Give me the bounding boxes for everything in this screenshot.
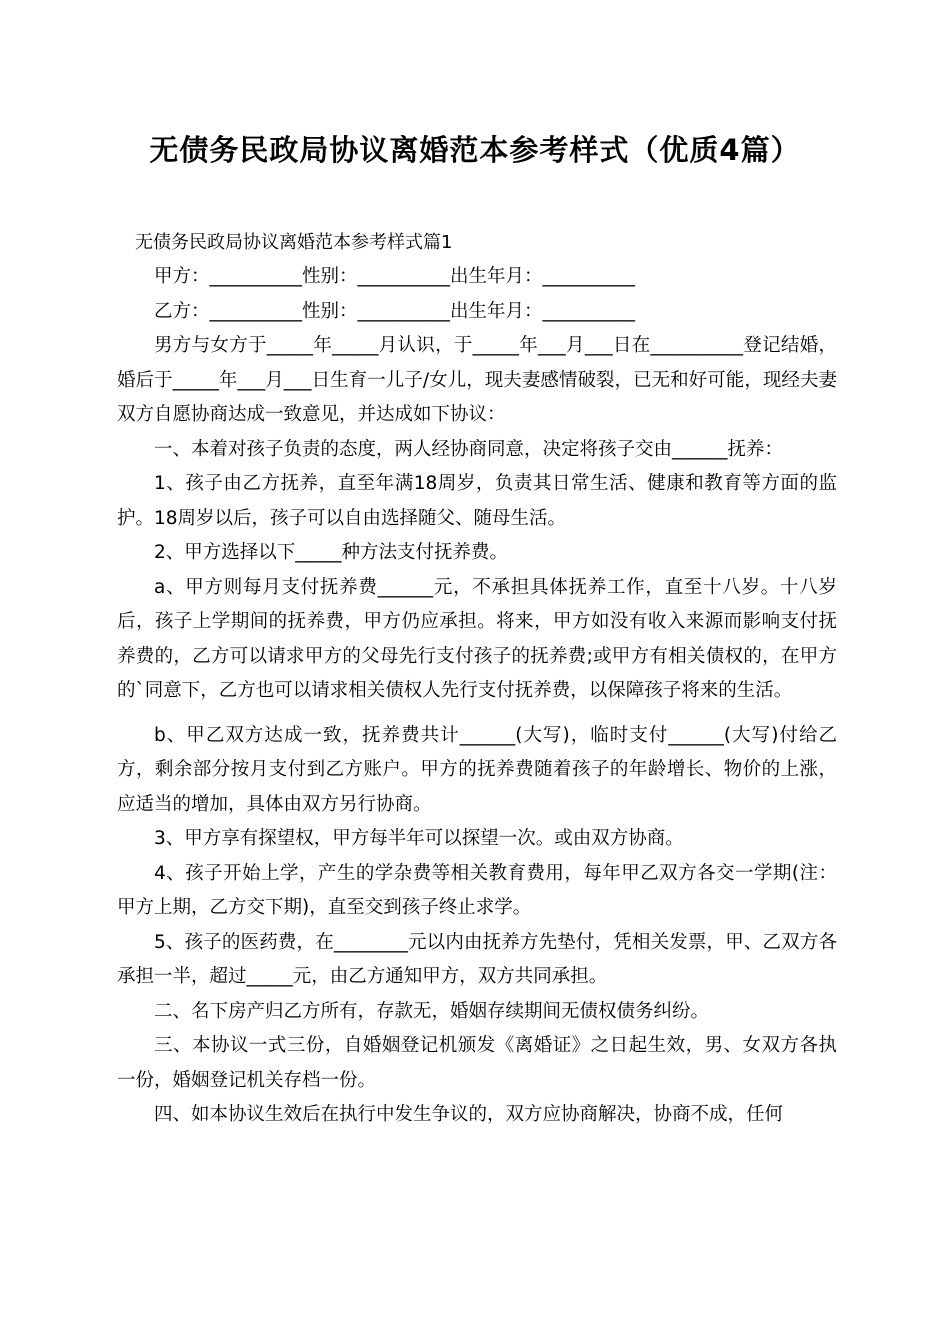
- paragraph: 1、孩子由乙方抚养，直至年满18周岁，负责其日常生活、健康和教育等方面的监护。18周岁以后，孩子可以自由选择随父、随母生活。: [117, 473, 837, 529]
- paragraph: 5、孩子的医药费，在________元以内由抚养方先垫付，凭相关发票，甲、乙双方各承担一半，超过_____元，由乙方通知甲方，双方共同承担。: [117, 931, 837, 987]
- party-a-line: 甲方：__________性别：__________出生年月：__________: [154, 266, 636, 287]
- paragraph: 二、名下房产归乙方所有，存款无，婚姻存续期间无债权债务纠纷。: [154, 1000, 710, 1022]
- section-title: 无债务民政局协议离婚范本参考样式篇1: [135, 232, 453, 253]
- party-b-line: 乙方：__________性别：__________出生年月：__________: [154, 300, 636, 322]
- paragraph: 2、甲方选择以下_____种方法支付抚养费。: [154, 542, 509, 563]
- paragraph: 一、本着对孩子负责的态度，两人经协商同意，决定将孩子交由______抚养：: [154, 438, 784, 460]
- paragraph: a、甲方则每月支付抚养费______元，不承担具体抚养工作，直至十八岁。十八岁后，孩子上学期间的抚养费，甲方仍应承担。将来，甲方如没有收入来源而影响支付抚养费的，乙方可以请求甲方的父母先行支付孩子的抚养费;或甲方有相关债权的，在甲方的`同意下，乙方也可以请求相关债权人先行支付抚养费，以保障孩子将来的生活。: [117, 576, 837, 701]
- document-title: 无债务民政局协议离婚范本参考样式（优质4篇）: [149, 133, 801, 167]
- document-body: [117, 260, 837, 1133]
- paragraph: 4、孩子开始上学，产生的学杂费等相关教育费用，每年甲乙双方各交一学期(注：甲方上期，乙方交下期)，直至交到孩子终止求学。: [117, 862, 837, 918]
- paragraph: 3、甲方享有探望权，甲方每半年可以探望一次。或由双方协商。: [154, 828, 684, 849]
- paragraph: 三、本协议一式三份，自婚姻登记机颁发《离婚证》之日起生效，男、女双方各执一份，婚姻登记机关存档一份。: [117, 1035, 837, 1091]
- paragraph: b、甲乙双方达成一致，抚养费共计______(大写)，临时支付______(大写)付给乙方，剩余部分按月支付到乙方账户。甲方的抚养费随着孩子的年龄增长、物价的上涨，应适当的增加，具体由双方另行协商。: [117, 724, 837, 815]
- paragraph: 四、如本协议生效后在执行中发生争议的，双方应协商解决，协商不成，任何: [154, 1104, 784, 1125]
- paragraph: 男方与女方于_____年_____月认识，于_____年___月___日在__________登记结婚，婚后于_____年___月___日生育一儿子/女儿，现夫妻感情破裂，已无和好可能，现经夫妻双方自愿协商达成一致意见，并达成如下协议：: [117, 335, 837, 425]
